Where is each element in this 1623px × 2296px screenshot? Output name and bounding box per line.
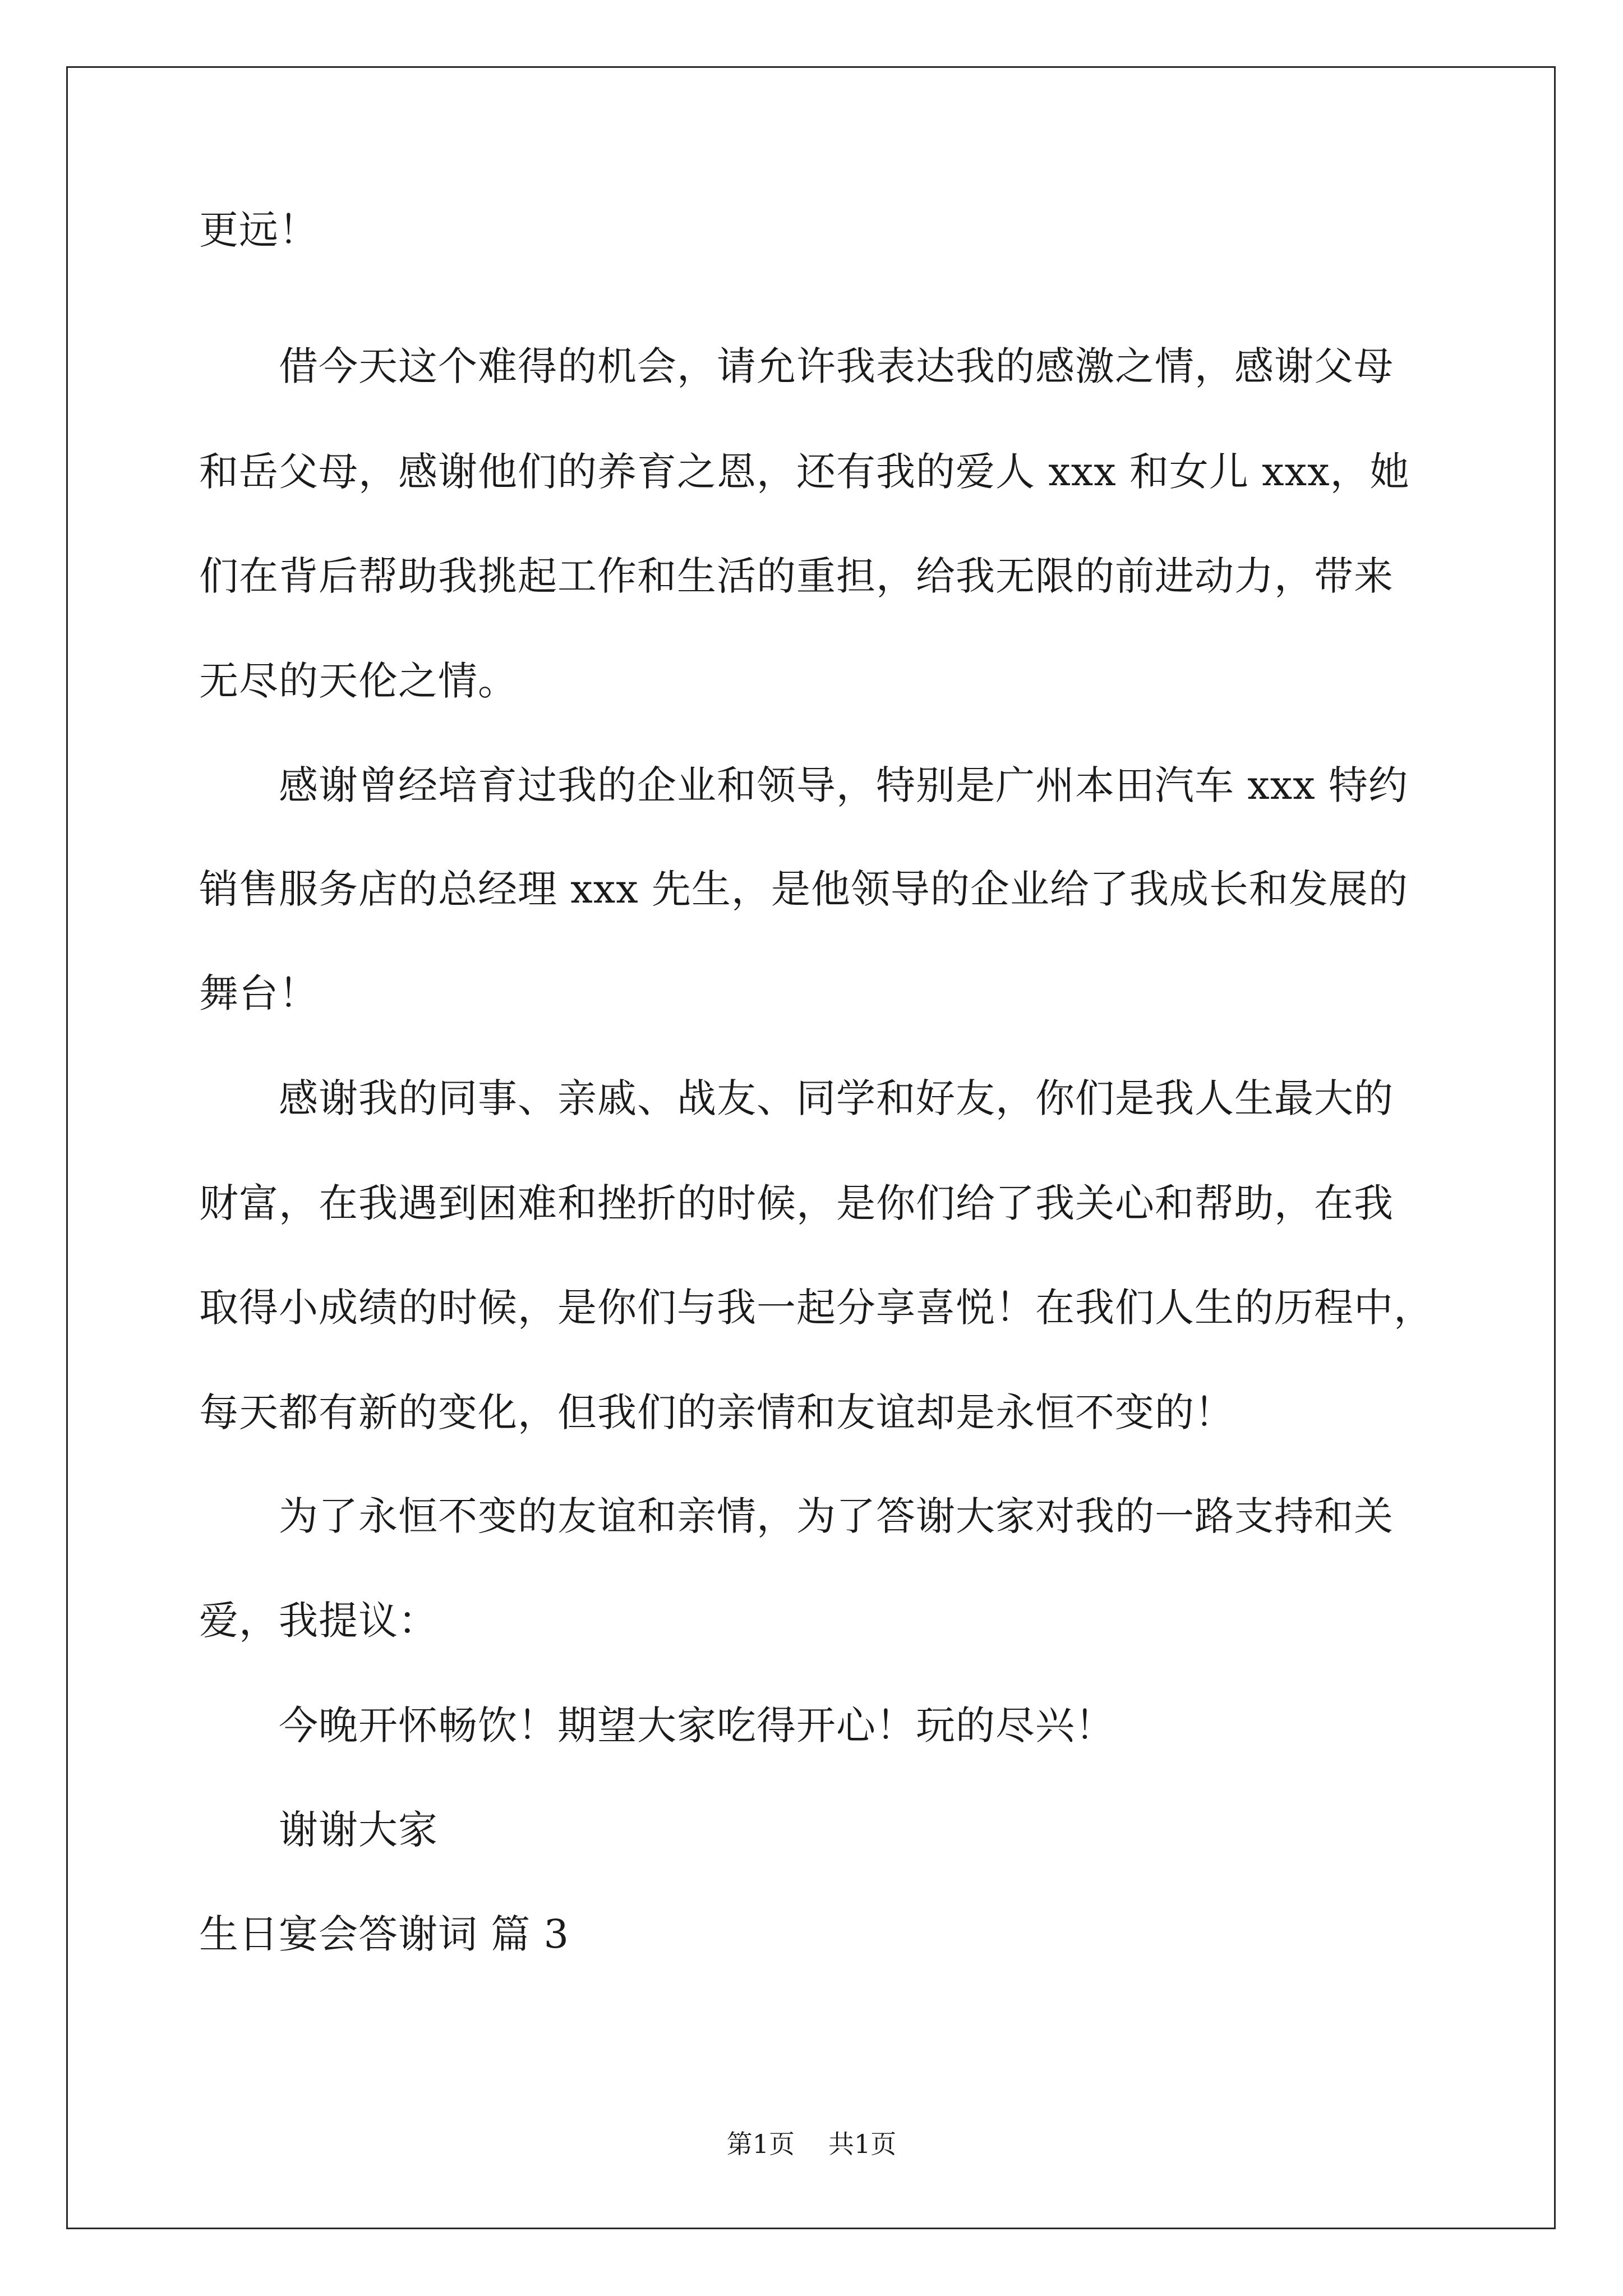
text-line: 今晚开怀畅饮！期望大家吃得开心！玩的尽兴！ (199, 1703, 1115, 1749)
text-line: 财富，在我遇到困难和挫折的时候，是你们给了我关心和帮助，在我 (199, 1180, 1394, 1226)
text-line: 感谢曾经培育过我的企业和领导，特别是广州本田汽车 xxx 特约 (199, 762, 1408, 808)
text-line: 爱，我提议： (199, 1598, 438, 1644)
text-line: 感谢我的同事、亲戚、战友、同学和好友，你们是我人生最大的 (199, 1075, 1394, 1121)
text-line: 每天都有新的变化，但我们的亲情和友谊却是永恒不变的！ (199, 1389, 1234, 1435)
text-line: 取得小成绩的时候，是你们与我一起分享喜悦！在我们人生的历程中， (199, 1285, 1433, 1331)
text-line: 舞台！ (199, 970, 319, 1016)
text-line: 无尽的天伦之情。 (199, 658, 518, 704)
text-line: 谢谢大家 (199, 1807, 438, 1853)
page-footer (0, 2127, 1623, 2161)
text-line: 和岳父母，感谢他们的养育之恩，还有我的爱人 xxx 和女儿 xxx，她 (199, 449, 1410, 495)
page-number: 第1页 (726, 2129, 795, 2159)
page-total: 共1页 (828, 2129, 897, 2159)
text-line: 销售服务店的总经理 xxx 先生，是他领导的企业给了我成长和发展的 (199, 866, 1408, 912)
section-heading: 生日宴会答谢词 篇 3 (199, 1911, 570, 1957)
text-line: 更远！ (199, 207, 319, 253)
text-line: 借今天这个难得的机会，请允许我表达我的感激之情，感谢父母 (199, 343, 1394, 389)
text-line: 为了永恒不变的友谊和亲情，为了答谢大家对我的一路支持和关 (199, 1493, 1394, 1539)
text-line: 们在背后帮助我挑起工作和生活的重担，给我无限的前进动力，带来 (199, 553, 1394, 599)
